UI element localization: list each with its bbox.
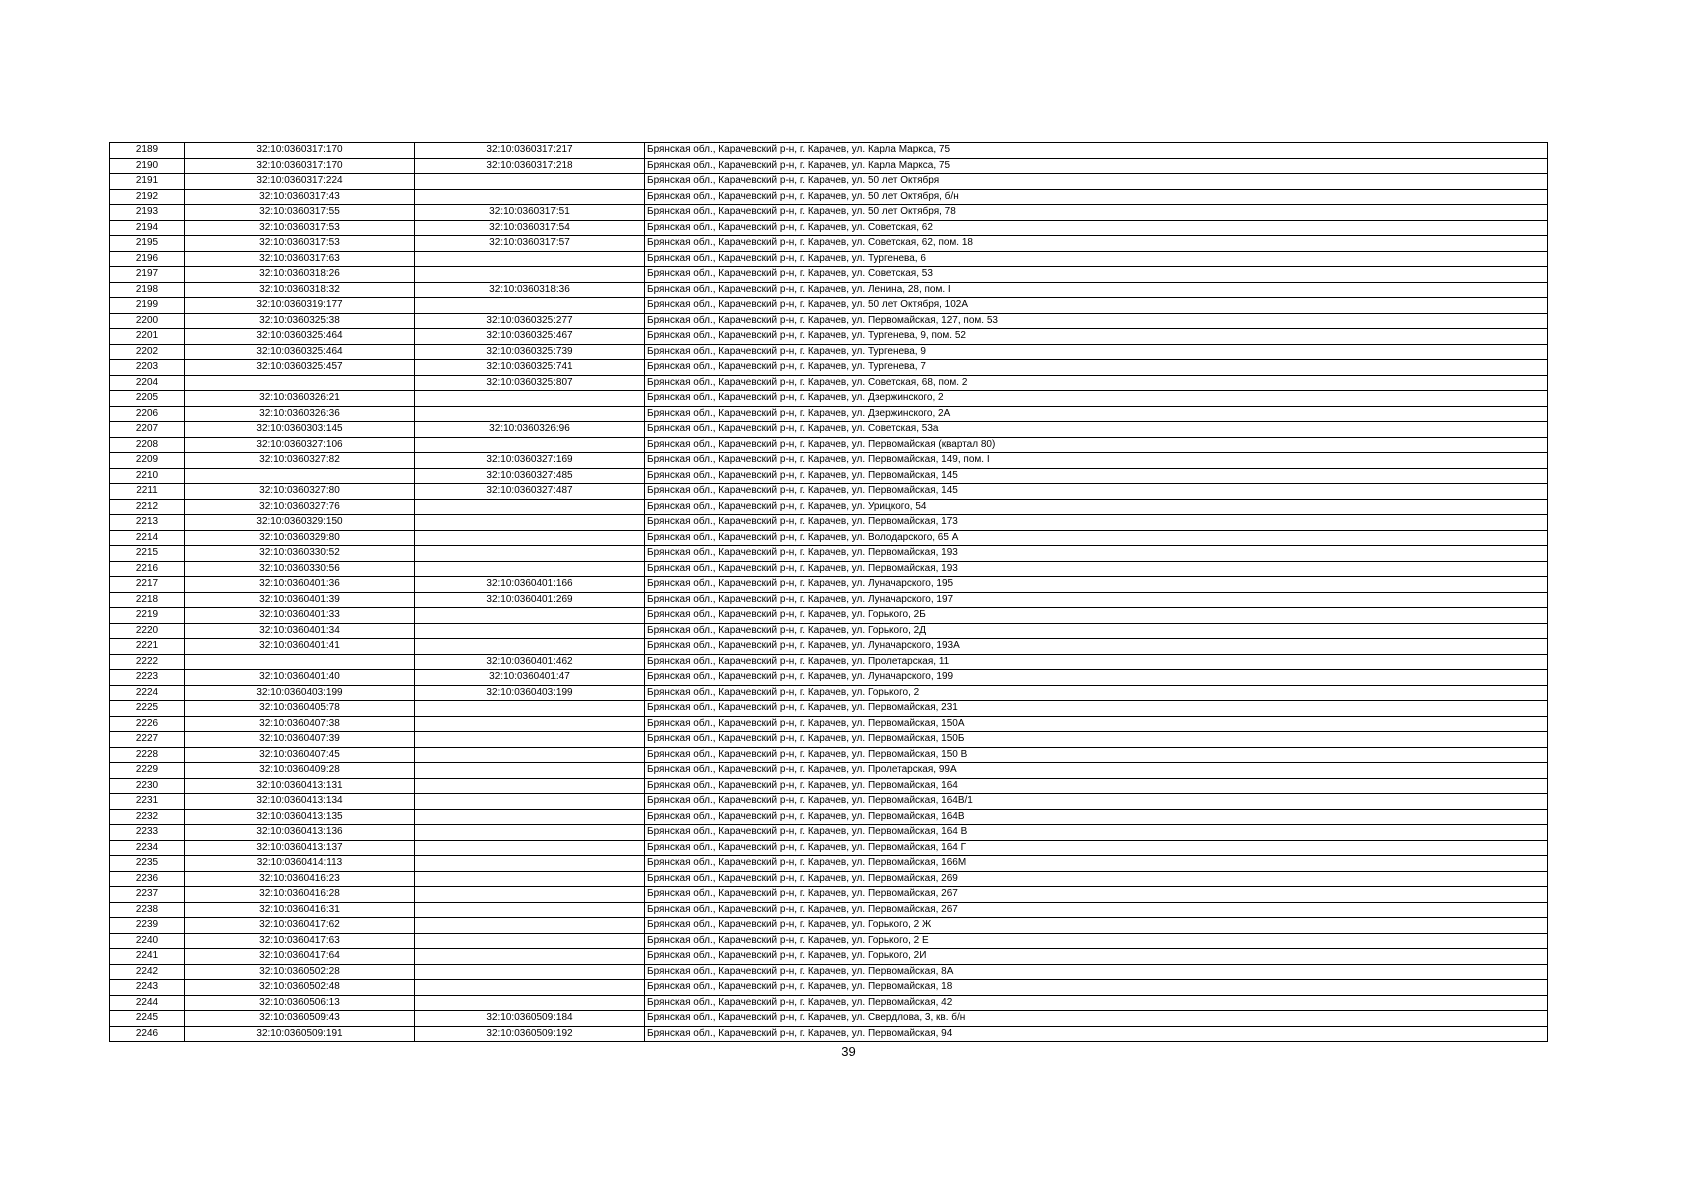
parcel-number-cell: 32:10:0360416:31	[185, 902, 415, 918]
parcel-number-cell: 32:10:0360318:32	[185, 282, 415, 298]
object-number-cell	[415, 406, 645, 422]
parcel-number-cell: 32:10:0360407:45	[185, 747, 415, 763]
table-row	[110, 484, 1548, 500]
address-cell: Брянская обл., Карачевский р-н, г. Карачев, ул. Первомайская, 164 В	[645, 825, 1548, 841]
parcel-number-cell: 32:10:0360509:43	[185, 1011, 415, 1027]
row-number-cell: 2207	[110, 422, 185, 438]
address-cell: Брянская обл., Карачевский р-н, г. Карачев, ул. Горького, 2 Ж	[645, 918, 1548, 934]
row-number-cell: 2245	[110, 1011, 185, 1027]
table-row	[110, 577, 1548, 593]
object-number-cell	[415, 887, 645, 903]
parcel-number-cell: 32:10:0360502:28	[185, 964, 415, 980]
address-cell: Брянская обл., Карачевский р-н, г. Карачев, ул. Горького, 2И	[645, 949, 1548, 965]
row-number-cell: 2220	[110, 623, 185, 639]
object-number-cell: 32:10:0360325:467	[415, 329, 645, 345]
address-cell: Брянская обл., Карачевский р-н, г. Карачев, ул. Первомайская, 42	[645, 995, 1548, 1011]
object-number-cell	[415, 189, 645, 205]
address-cell: Брянская обл., Карачевский р-н, г. Карачев, ул. Горького, 2Б	[645, 608, 1548, 624]
row-number-cell: 2229	[110, 763, 185, 779]
parcel-number-cell: 32:10:0360317:170	[185, 158, 415, 174]
address-cell: Брянская обл., Карачевский р-н, г. Карачев, ул. Первомайская, 164	[645, 778, 1548, 794]
address-cell: Брянская обл., Карачевский р-н, г. Карачев, ул. Первомайская, 231	[645, 701, 1548, 717]
address-cell: Брянская обл., Карачевский р-н, г. Карачев, ул. Карла Маркса, 75	[645, 143, 1548, 159]
row-number-cell: 2228	[110, 747, 185, 763]
address-cell: Брянская обл., Карачевский р-н, г. Карачев, ул. Первомайская, 269	[645, 871, 1548, 887]
row-number-cell: 2211	[110, 484, 185, 500]
table-row	[110, 298, 1548, 314]
table-row	[110, 515, 1548, 531]
table-row	[110, 701, 1548, 717]
address-cell: Брянская обл., Карачевский р-н, г. Карачев, ул. Горького, 2	[645, 685, 1548, 701]
object-number-cell: 32:10:0360327:485	[415, 468, 645, 484]
row-number-cell: 2218	[110, 592, 185, 608]
parcel-number-cell: 32:10:0360327:80	[185, 484, 415, 500]
parcel-number-cell: 32:10:0360509:191	[185, 1026, 415, 1042]
row-number-cell: 2237	[110, 887, 185, 903]
address-cell: Брянская обл., Карачевский р-н, г. Карачев, ул. Дзержинского, 2	[645, 391, 1548, 407]
table-row	[110, 546, 1548, 562]
address-cell: Брянская обл., Карачевский р-н, г. Карачев, ул. Горького, 2 Е	[645, 933, 1548, 949]
table-row	[110, 1011, 1548, 1027]
parcel-number-cell	[185, 654, 415, 670]
row-number-cell: 2203	[110, 360, 185, 376]
address-cell: Брянская обл., Карачевский р-н, г. Карачев, ул. 50 лет Октября, 102А	[645, 298, 1548, 314]
object-number-cell	[415, 732, 645, 748]
object-number-cell	[415, 561, 645, 577]
object-number-cell	[415, 794, 645, 810]
object-number-cell	[415, 267, 645, 283]
parcel-number-cell: 32:10:0360329:80	[185, 530, 415, 546]
table-row	[110, 236, 1548, 252]
table-row	[110, 468, 1548, 484]
row-number-cell: 2205	[110, 391, 185, 407]
parcel-number-cell: 32:10:0360416:28	[185, 887, 415, 903]
object-number-cell: 32:10:0360317:57	[415, 236, 645, 252]
address-cell: Брянская обл., Карачевский р-н, г. Карачев, ул. Первомайская, 127, пом. 53	[645, 313, 1548, 329]
row-number-cell: 2209	[110, 453, 185, 469]
address-cell: Брянская обл., Карачевский р-н, г. Карачев, ул. Горького, 2Д	[645, 623, 1548, 639]
parcel-number-cell: 32:10:0360325:464	[185, 344, 415, 360]
table-row	[110, 871, 1548, 887]
table-row	[110, 933, 1548, 949]
row-number-cell: 2231	[110, 794, 185, 810]
parcel-number-cell: 32:10:0360407:39	[185, 732, 415, 748]
cadastral-table	[109, 142, 1548, 1042]
parcel-number-cell: 32:10:0360317:224	[185, 174, 415, 190]
row-number-cell: 2208	[110, 437, 185, 453]
parcel-number-cell: 32:10:0360413:131	[185, 778, 415, 794]
address-cell: Брянская обл., Карачевский р-н, г. Карачев, ул. Первомайская, 150А	[645, 716, 1548, 732]
address-cell: Брянская обл., Карачевский р-н, г. Карачев, ул. Первомайская, 173	[645, 515, 1548, 531]
table-row	[110, 422, 1548, 438]
row-number-cell: 2222	[110, 654, 185, 670]
address-cell: Брянская обл., Карачевский р-н, г. Карачев, ул. Первомайская, 18	[645, 980, 1548, 996]
row-number-cell: 2238	[110, 902, 185, 918]
parcel-number-cell: 32:10:0360317:43	[185, 189, 415, 205]
object-number-cell: 32:10:0360317:217	[415, 143, 645, 159]
table-row	[110, 685, 1548, 701]
object-number-cell: 32:10:0360327:487	[415, 484, 645, 500]
address-cell: Брянская обл., Карачевский р-н, г. Карачев, ул. Тургенева, 7	[645, 360, 1548, 376]
address-cell: Брянская обл., Карачевский р-н, г. Карачев, ул. Первомайская (квартал 80)	[645, 437, 1548, 453]
object-number-cell	[415, 608, 645, 624]
row-number-cell: 2215	[110, 546, 185, 562]
table-row	[110, 360, 1548, 376]
object-number-cell	[415, 964, 645, 980]
row-number-cell: 2200	[110, 313, 185, 329]
row-number-cell: 2235	[110, 856, 185, 872]
object-number-cell: 32:10:0360509:192	[415, 1026, 645, 1042]
parcel-number-cell: 32:10:0360413:134	[185, 794, 415, 810]
table-row	[110, 437, 1548, 453]
parcel-number-cell: 32:10:0360403:199	[185, 685, 415, 701]
row-number-cell: 2196	[110, 251, 185, 267]
address-cell: Брянская обл., Карачевский р-н, г. Карачев, ул. Карла Маркса, 75	[645, 158, 1548, 174]
row-number-cell: 2224	[110, 685, 185, 701]
table-row	[110, 949, 1548, 965]
row-number-cell: 2201	[110, 329, 185, 345]
object-number-cell	[415, 918, 645, 934]
parcel-number-cell: 32:10:0360401:39	[185, 592, 415, 608]
object-number-cell	[415, 933, 645, 949]
address-cell: Брянская обл., Карачевский р-н, г. Карачев, ул. Первомайская, 164 Г	[645, 840, 1548, 856]
table-row	[110, 778, 1548, 794]
table-row	[110, 639, 1548, 655]
row-number-cell: 2236	[110, 871, 185, 887]
object-number-cell: 32:10:0360325:277	[415, 313, 645, 329]
row-number-cell: 2192	[110, 189, 185, 205]
row-number-cell: 2244	[110, 995, 185, 1011]
parcel-number-cell: 32:10:0360413:137	[185, 840, 415, 856]
table-row	[110, 561, 1548, 577]
table-row	[110, 453, 1548, 469]
address-cell: Брянская обл., Карачевский р-н, г. Карачев, ул. 50 лет Октября	[645, 174, 1548, 190]
parcel-number-cell: 32:10:0360317:63	[185, 251, 415, 267]
row-number-cell: 2213	[110, 515, 185, 531]
object-number-cell	[415, 174, 645, 190]
table-row	[110, 282, 1548, 298]
table-row	[110, 205, 1548, 221]
address-cell: Брянская обл., Карачевский р-н, г. Карачев, ул. Первомайская, 149, пом. I	[645, 453, 1548, 469]
table-row	[110, 530, 1548, 546]
address-cell: Брянская обл., Карачевский р-н, г. Карачев, ул. Первомайская, 8А	[645, 964, 1548, 980]
table-row	[110, 809, 1548, 825]
address-cell: Брянская обл., Карачевский р-н, г. Карачев, ул. Советская, 53а	[645, 422, 1548, 438]
parcel-number-cell: 32:10:0360407:38	[185, 716, 415, 732]
table-row	[110, 158, 1548, 174]
address-cell: Брянская обл., Карачевский р-н, г. Карачев, ул. Первомайская, 145	[645, 468, 1548, 484]
row-number-cell: 2190	[110, 158, 185, 174]
address-cell: Брянская обл., Карачевский р-н, г. Карачев, ул. Первомайская, 150 В	[645, 747, 1548, 763]
object-number-cell	[415, 639, 645, 655]
table-row	[110, 856, 1548, 872]
address-cell: Брянская обл., Карачевский р-н, г. Карачев, ул. Урицкого, 54	[645, 499, 1548, 515]
parcel-number-cell: 32:10:0360317:55	[185, 205, 415, 221]
object-number-cell	[415, 499, 645, 515]
table-row	[110, 608, 1548, 624]
parcel-number-cell: 32:10:0360502:48	[185, 980, 415, 996]
address-cell: Брянская обл., Карачевский р-н, г. Карачев, ул. Тургенева, 6	[645, 251, 1548, 267]
address-cell: Брянская обл., Карачевский р-н, г. Карачев, ул. Первомайская, 150Б	[645, 732, 1548, 748]
parcel-number-cell	[185, 468, 415, 484]
parcel-number-cell: 32:10:0360303:145	[185, 422, 415, 438]
address-cell: Брянская обл., Карачевский р-н, г. Карачев, ул. Первомайская, 94	[645, 1026, 1548, 1042]
address-cell: Брянская обл., Карачевский р-н, г. Карачев, ул. Луначарского, 197	[645, 592, 1548, 608]
address-cell: Брянская обл., Карачевский р-н, г. Карачев, ул. Первомайская, 193	[645, 546, 1548, 562]
table-row	[110, 716, 1548, 732]
table-row	[110, 732, 1548, 748]
parcel-number-cell: 32:10:0360401:41	[185, 639, 415, 655]
parcel-number-cell: 32:10:0360330:52	[185, 546, 415, 562]
table-row	[110, 344, 1548, 360]
table-row	[110, 763, 1548, 779]
row-number-cell: 2227	[110, 732, 185, 748]
parcel-number-cell: 32:10:0360326:21	[185, 391, 415, 407]
row-number-cell: 2243	[110, 980, 185, 996]
address-cell: Брянская обл., Карачевский р-н, г. Карачев, ул. Луначарского, 195	[645, 577, 1548, 593]
parcel-number-cell: 32:10:0360327:106	[185, 437, 415, 453]
object-number-cell	[415, 515, 645, 531]
address-cell: Брянская обл., Карачевский р-н, г. Карачев, ул. Пролетарская, 99А	[645, 763, 1548, 779]
row-number-cell: 2206	[110, 406, 185, 422]
parcel-number-cell: 32:10:0360325:38	[185, 313, 415, 329]
address-cell: Брянская обл., Карачевский р-н, г. Карачев, ул. Луначарского, 199	[645, 670, 1548, 686]
object-number-cell: 32:10:0360401:166	[415, 577, 645, 593]
address-cell: Брянская обл., Карачевский р-н, г. Карачев, ул. Первомайская, 164В/1	[645, 794, 1548, 810]
row-number-cell: 2246	[110, 1026, 185, 1042]
table-body	[110, 143, 1548, 1042]
parcel-number-cell	[185, 375, 415, 391]
object-number-cell: 32:10:0360326:96	[415, 422, 645, 438]
object-number-cell	[415, 871, 645, 887]
address-cell: Брянская обл., Карачевский р-н, г. Карачев, ул. Советская, 62	[645, 220, 1548, 236]
address-cell: Брянская обл., Карачевский р-н, г. Карачев, ул. Ленина, 28, пом. I	[645, 282, 1548, 298]
address-cell: Брянская обл., Карачевский р-н, г. Карачев, ул. Первомайская, 193	[645, 561, 1548, 577]
parcel-number-cell: 32:10:0360318:26	[185, 267, 415, 283]
object-number-cell	[415, 623, 645, 639]
parcel-number-cell: 32:10:0360317:53	[185, 236, 415, 252]
address-cell: Брянская обл., Карачевский р-н, г. Карачев, ул. Советская, 53	[645, 267, 1548, 283]
parcel-number-cell: 32:10:0360417:64	[185, 949, 415, 965]
parcel-number-cell: 32:10:0360327:76	[185, 499, 415, 515]
row-number-cell: 2240	[110, 933, 185, 949]
table-row	[110, 825, 1548, 841]
address-cell: Брянская обл., Карачевский р-н, г. Карачев, ул. Тургенева, 9, пом. 52	[645, 329, 1548, 345]
parcel-number-cell: 32:10:0360327:82	[185, 453, 415, 469]
parcel-number-cell: 32:10:0360317:170	[185, 143, 415, 159]
object-number-cell	[415, 763, 645, 779]
row-number-cell: 2223	[110, 670, 185, 686]
row-number-cell: 2230	[110, 778, 185, 794]
row-number-cell: 2241	[110, 949, 185, 965]
object-number-cell: 32:10:0360327:169	[415, 453, 645, 469]
table-row	[110, 375, 1548, 391]
table-row	[110, 267, 1548, 283]
table-row	[110, 747, 1548, 763]
row-number-cell: 2189	[110, 143, 185, 159]
object-number-cell: 32:10:0360401:47	[415, 670, 645, 686]
parcel-number-cell: 32:10:0360329:150	[185, 515, 415, 531]
object-number-cell: 32:10:0360401:269	[415, 592, 645, 608]
object-number-cell	[415, 391, 645, 407]
address-cell: Брянская обл., Карачевский р-н, г. Карачев, ул. 50 лет Октября, 78	[645, 205, 1548, 221]
table-row	[110, 902, 1548, 918]
table-row	[110, 980, 1548, 996]
object-number-cell	[415, 995, 645, 1011]
object-number-cell: 32:10:0360317:54	[415, 220, 645, 236]
object-number-cell	[415, 856, 645, 872]
parcel-number-cell: 32:10:0360401:33	[185, 608, 415, 624]
row-number-cell: 2219	[110, 608, 185, 624]
parcel-number-cell: 32:10:0360317:53	[185, 220, 415, 236]
table-row	[110, 406, 1548, 422]
parcel-number-cell: 32:10:0360413:136	[185, 825, 415, 841]
row-number-cell: 2194	[110, 220, 185, 236]
table-row	[110, 654, 1548, 670]
parcel-number-cell: 32:10:0360326:36	[185, 406, 415, 422]
table-row	[110, 995, 1548, 1011]
row-number-cell: 2198	[110, 282, 185, 298]
row-number-cell: 2191	[110, 174, 185, 190]
table-row	[110, 794, 1548, 810]
object-number-cell	[415, 902, 645, 918]
object-number-cell	[415, 949, 645, 965]
table-row	[110, 143, 1548, 159]
address-cell: Брянская обл., Карачевский р-н, г. Карачев, ул. 50 лет Октября, б/н	[645, 189, 1548, 205]
address-cell: Брянская обл., Карачевский р-н, г. Карачев, ул. Первомайская, 145	[645, 484, 1548, 500]
parcel-number-cell: 32:10:0360325:464	[185, 329, 415, 345]
address-cell: Брянская обл., Карачевский р-н, г. Карачев, ул. Тургенева, 9	[645, 344, 1548, 360]
address-cell: Брянская обл., Карачевский р-н, г. Карачев, ул. Свердлова, 3, кв. б/н	[645, 1011, 1548, 1027]
row-number-cell: 2225	[110, 701, 185, 717]
parcel-number-cell: 32:10:0360409:28	[185, 763, 415, 779]
parcel-number-cell: 32:10:0360319:177	[185, 298, 415, 314]
table-row	[110, 174, 1548, 190]
address-cell: Брянская обл., Карачевский р-н, г. Карачев, ул. Первомайская, 267	[645, 887, 1548, 903]
address-cell: Брянская обл., Карачевский р-н, г. Карачев, ул. Первомайская, 267	[645, 902, 1548, 918]
table-row	[110, 840, 1548, 856]
parcel-number-cell: 32:10:0360414:113	[185, 856, 415, 872]
object-number-cell	[415, 778, 645, 794]
object-number-cell	[415, 840, 645, 856]
object-number-cell: 32:10:0360403:199	[415, 685, 645, 701]
table-row	[110, 391, 1548, 407]
table-row	[110, 1026, 1548, 1042]
object-number-cell	[415, 980, 645, 996]
object-number-cell: 32:10:0360401:462	[415, 654, 645, 670]
row-number-cell: 2232	[110, 809, 185, 825]
row-number-cell: 2195	[110, 236, 185, 252]
table-row	[110, 189, 1548, 205]
row-number-cell: 2212	[110, 499, 185, 515]
table-row	[110, 623, 1548, 639]
address-cell: Брянская обл., Карачевский р-н, г. Карачев, ул. Советская, 68, пом. 2	[645, 375, 1548, 391]
parcel-number-cell: 32:10:0360417:63	[185, 933, 415, 949]
parcel-number-cell: 32:10:0360506:13	[185, 995, 415, 1011]
object-number-cell	[415, 747, 645, 763]
object-number-cell: 32:10:0360318:36	[415, 282, 645, 298]
parcel-number-cell: 32:10:0360405:78	[185, 701, 415, 717]
table-row	[110, 964, 1548, 980]
row-number-cell: 2204	[110, 375, 185, 391]
object-number-cell	[415, 546, 645, 562]
table-row	[110, 592, 1548, 608]
address-cell: Брянская обл., Карачевский р-н, г. Карачев, ул. Луначарского, 193А	[645, 639, 1548, 655]
object-number-cell	[415, 251, 645, 267]
address-cell: Брянская обл., Карачевский р-н, г. Карачев, ул. Володарского, 65 А	[645, 530, 1548, 546]
table-row	[110, 918, 1548, 934]
table-row	[110, 499, 1548, 515]
address-cell: Брянская обл., Карачевский р-н, г. Карачев, ул. Первомайская, 166М	[645, 856, 1548, 872]
row-number-cell: 2233	[110, 825, 185, 841]
object-number-cell	[415, 701, 645, 717]
parcel-number-cell: 32:10:0360401:34	[185, 623, 415, 639]
parcel-number-cell: 32:10:0360417:62	[185, 918, 415, 934]
row-number-cell: 2216	[110, 561, 185, 577]
object-number-cell	[415, 809, 645, 825]
row-number-cell: 2193	[110, 205, 185, 221]
table-row	[110, 329, 1548, 345]
address-cell: Брянская обл., Карачевский р-н, г. Карачев, ул. Первомайская, 164В	[645, 809, 1548, 825]
row-number-cell: 2199	[110, 298, 185, 314]
table-row	[110, 887, 1548, 903]
object-number-cell: 32:10:0360325:741	[415, 360, 645, 376]
object-number-cell: 32:10:0360325:807	[415, 375, 645, 391]
object-number-cell	[415, 437, 645, 453]
row-number-cell: 2226	[110, 716, 185, 732]
parcel-number-cell: 32:10:0360325:457	[185, 360, 415, 376]
parcel-number-cell: 32:10:0360401:36	[185, 577, 415, 593]
parcel-number-cell: 32:10:0360413:135	[185, 809, 415, 825]
row-number-cell: 2239	[110, 918, 185, 934]
table-row	[110, 251, 1548, 267]
row-number-cell: 2217	[110, 577, 185, 593]
row-number-cell: 2214	[110, 530, 185, 546]
object-number-cell	[415, 716, 645, 732]
address-cell: Брянская обл., Карачевский р-н, г. Карачев, ул. Пролетарская, 11	[645, 654, 1548, 670]
address-cell: Брянская обл., Карачевский р-н, г. Карачев, ул. Дзержинского, 2А	[645, 406, 1548, 422]
object-number-cell: 32:10:0360325:739	[415, 344, 645, 360]
object-number-cell: 32:10:0360509:184	[415, 1011, 645, 1027]
object-number-cell: 32:10:0360317:218	[415, 158, 645, 174]
object-number-cell	[415, 298, 645, 314]
parcel-number-cell: 32:10:0360330:56	[185, 561, 415, 577]
row-number-cell: 2197	[110, 267, 185, 283]
object-number-cell: 32:10:0360317:51	[415, 205, 645, 221]
row-number-cell: 2202	[110, 344, 185, 360]
row-number-cell: 2234	[110, 840, 185, 856]
object-number-cell	[415, 825, 645, 841]
parcel-number-cell: 32:10:0360416:23	[185, 871, 415, 887]
parcel-number-cell: 32:10:0360401:40	[185, 670, 415, 686]
row-number-cell: 2210	[110, 468, 185, 484]
table-row	[110, 313, 1548, 329]
page-number: 39	[841, 1044, 856, 1059]
address-cell: Брянская обл., Карачевский р-н, г. Карачев, ул. Советская, 62, пом. 18	[645, 236, 1548, 252]
table-row	[110, 220, 1548, 236]
row-number-cell: 2242	[110, 964, 185, 980]
row-number-cell: 2221	[110, 639, 185, 655]
table-row	[110, 670, 1548, 686]
object-number-cell	[415, 530, 645, 546]
